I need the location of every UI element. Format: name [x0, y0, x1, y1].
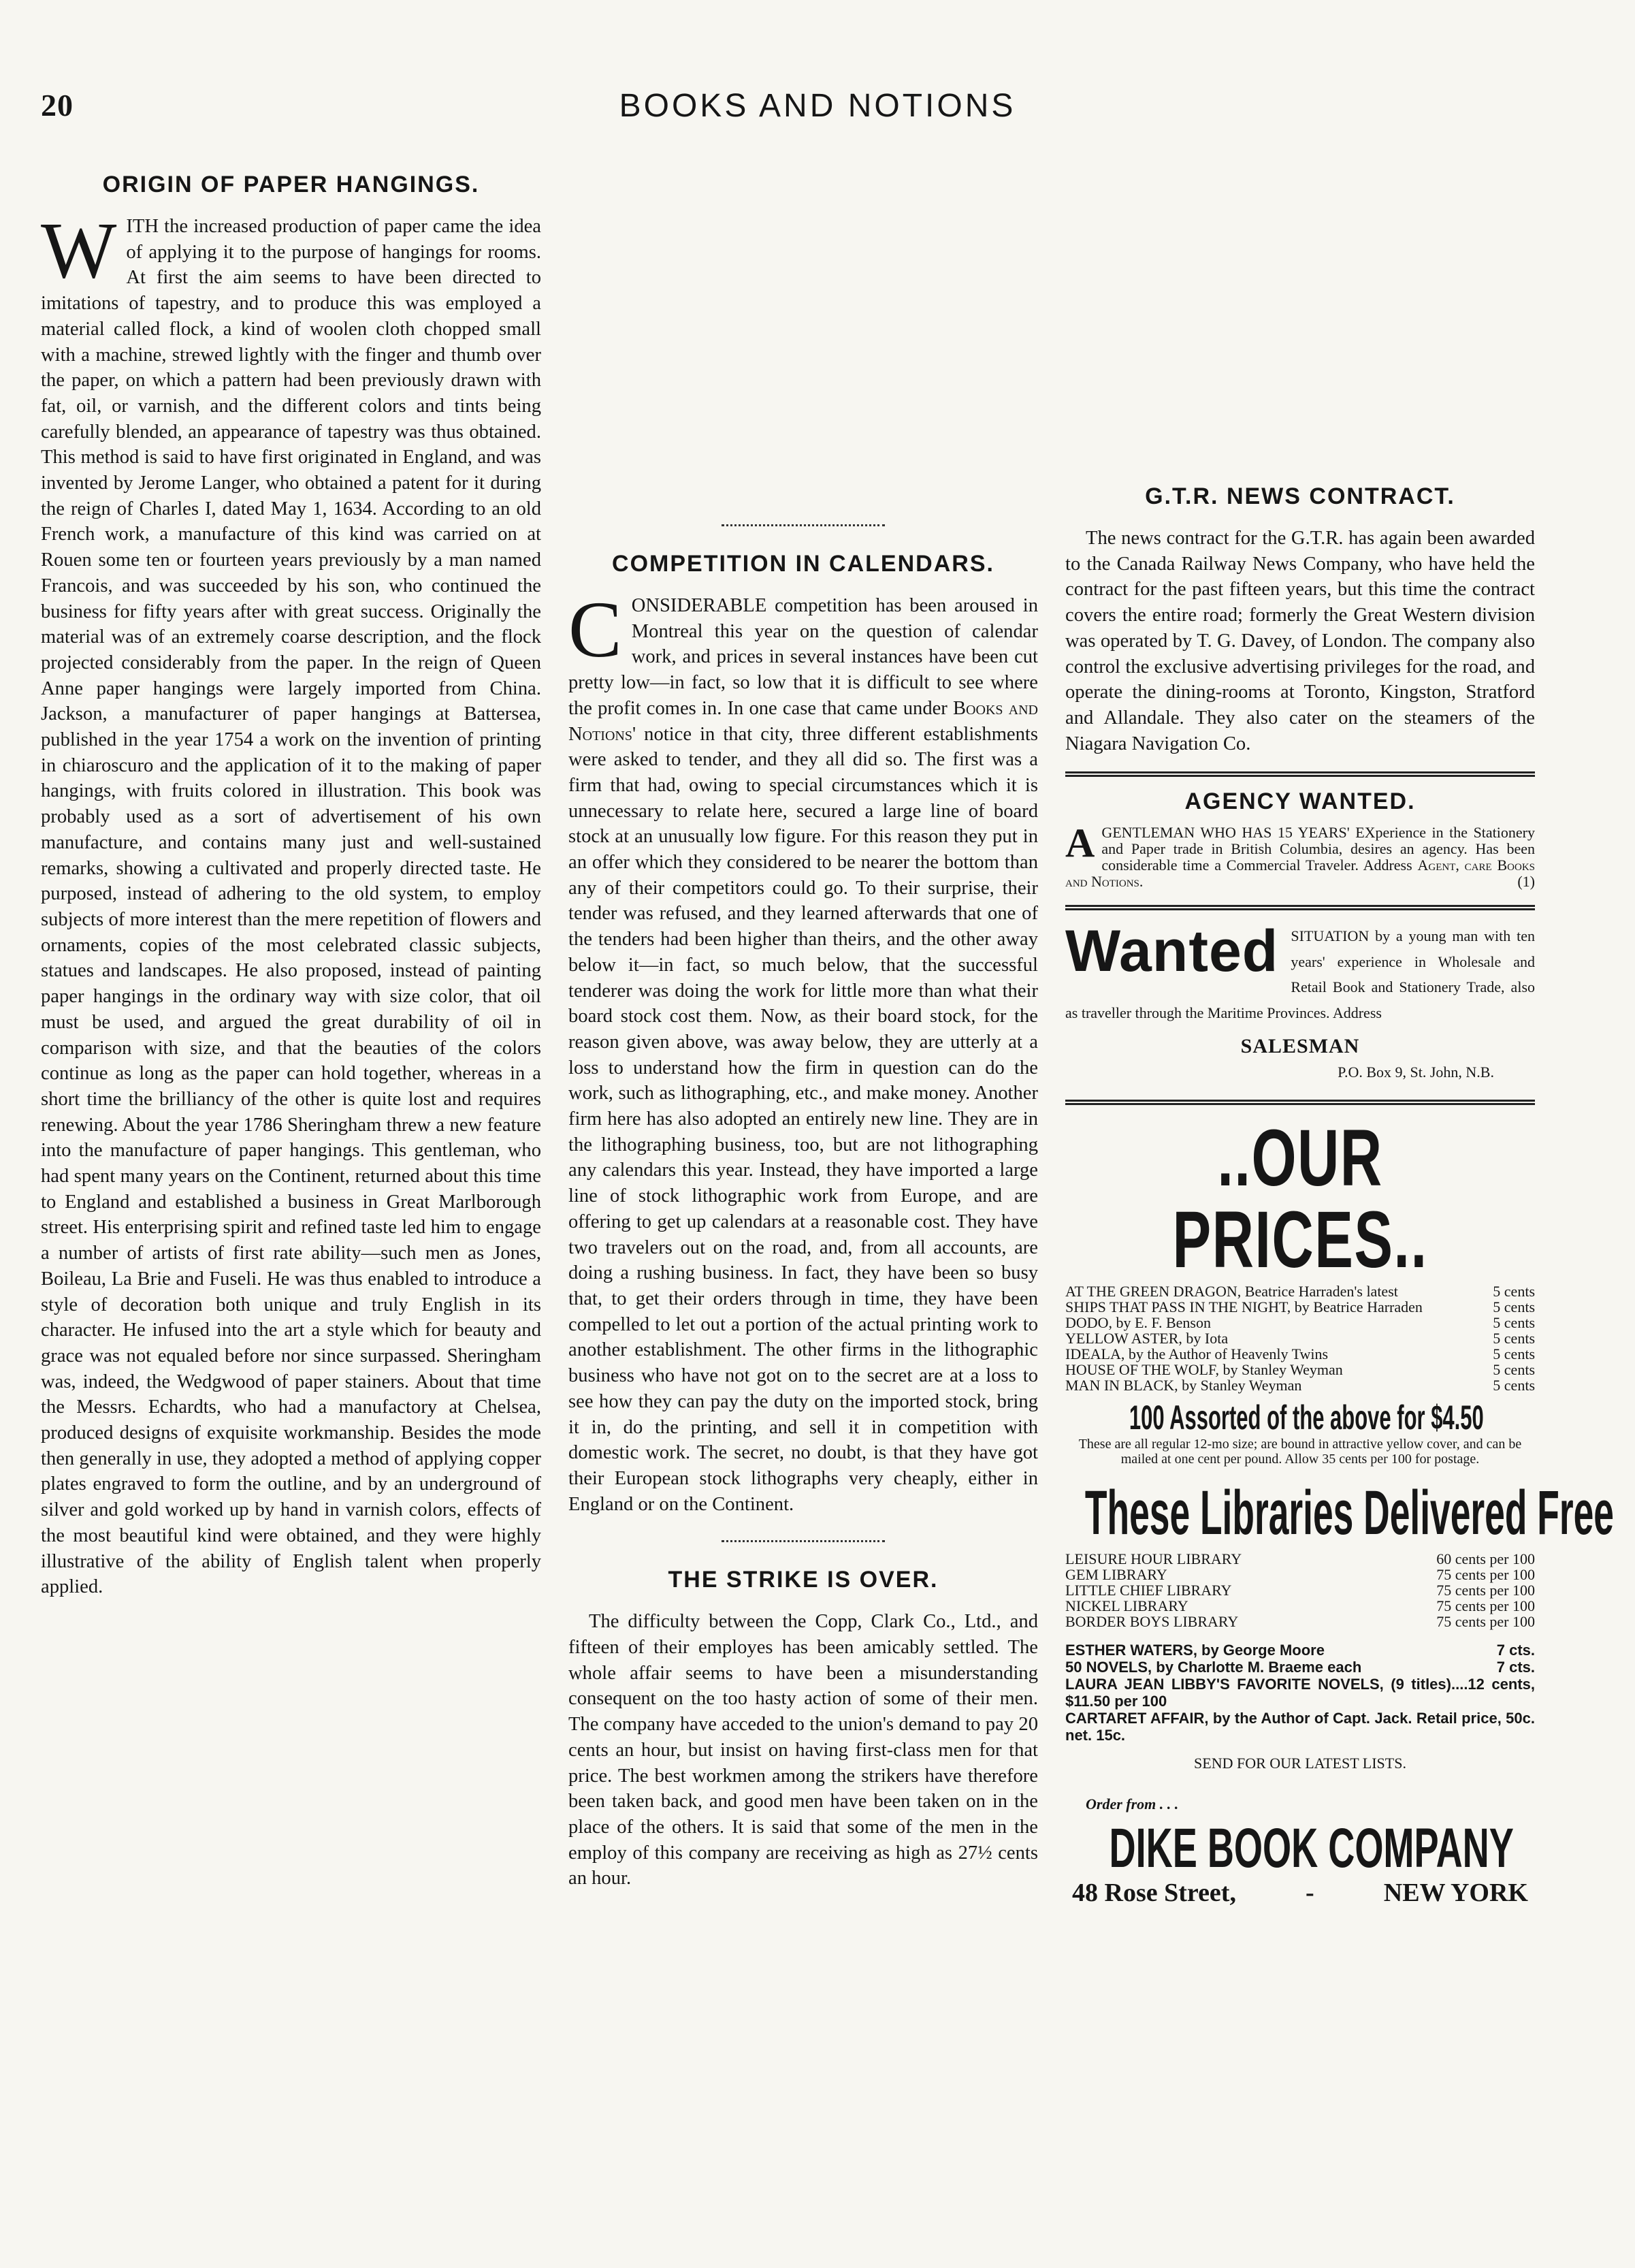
- assorted-promo: 100 Assorted of the above for $4.50: [1129, 1399, 1484, 1437]
- article-text: competition has been aroused in Montreal this year on the question of calendar work, and prices in several instances have been cut pretty low—in fact, so low that it is difficult to see where the profit comes in. In one case that came under: [568, 595, 1038, 719]
- wanted-ad: [1065, 919, 1535, 1025]
- book-row: [1065, 1346, 1535, 1362]
- ad-divider: [1065, 905, 1535, 910]
- book-row-title: IDEALA, by the Author of Heavenly Twins: [1065, 1345, 1329, 1363]
- special-offer-text: LAURA JEAN LIBBY'S FAVORITE NOVELS, (9 titles)....12 cents, $11.50 per 100: [1065, 1675, 1535, 1710]
- library-row-price: 75 cents per 100: [1436, 1565, 1535, 1583]
- library-row-title: NICKEL LIBRARY: [1065, 1597, 1188, 1614]
- library-price-list: [1065, 1551, 1535, 1629]
- library-row-price: 60 cents per 100: [1436, 1550, 1535, 1567]
- page-number: 20: [41, 88, 74, 123]
- libraries-headline: These Libraries Delivered Free: [1084, 1478, 1614, 1548]
- section-separator: [722, 524, 885, 526]
- book-row-title: YELLOW ASTER, by Iota: [1065, 1330, 1229, 1347]
- library-row-title: GEM LIBRARY: [1065, 1565, 1167, 1583]
- agency-ad-title: AGENCY WANTED.: [1184, 788, 1416, 815]
- special-offer-text: CARTARET AFFAIR, by the Author of Capt. Jack. Retail price, 50c. net. 15c.: [1065, 1709, 1535, 1744]
- section-separator: [722, 1540, 885, 1542]
- special-offers: [1065, 1642, 1535, 1744]
- article-text: ITH the increased production of paper came the idea of applying it to the purpose of hangings for rooms. At first the aim seems to have been directed to imitations of tapestry, and to produce this was employed a material called flock, a kind of woolen cloth chopped small with a machine, strewed lightly with the finger and thumb over the paper, on which a pattern had been previously drawn with fat, oil, or varnish, and the different colors and tints being carefully blended, an appearance of tapestry was thus obtained. This method is said to have first originated in England, and was invented by Jerome Langer, who obtained a patent for it during the reign of Charles I, dated May 1, 1634. According to an old French work, a manufacture of this kind was carried on at Rouen some ten or fourteen years previously by a man named Francois, and was succeeded by his son, who continued the business for fifty years after with great success. Originally the material was of an extremely coarse description, and the flock projected considerably from the paper. In the reign of Queen Anne paper hangings were largely imported from China. Jackson, a manufacturer of paper hangings at Battersea, published in the year 1754 a work on the invention of printing in chiaroscuro and the application of it to the making of paper hangings, with fruits colored in illustration. This book was probably used as a sort of advertisement of his own manufacture, and contains many just and well-sustained remarks, showing a cultivated and properly directed taste. He purposed, instead of adhering to the old system, to employ subjects of more interest than the mere repetition of flowers and ornaments, copies of the most celebrated classic subjects, statues and landscapes. He also proposed, instead of painting paper hangings in the ordinary way with size color, that oil must be used, and argued the great durability of oil in comparison with size, and that the beauties of the colors continue as long as the paper can hold together, whereas in a short time the brilliancy of the other is quite lost and requires renewing. About the year 1786 Sheringham threw a new feature into the manufacture of paper hangings. This gentleman, who had spent many years on the Continent, returned about this time to England and established a business in Great Marlborough street. His enterprising spirit and refined taste led him to engage a number of artists of first rate ability—such men as Jones, Boileau, La Brie and Fuseli. He was thus enabled to introduce a style of decoration both unique and truly English in its character. He infused into the art a style which for beauty and grace was not equaled before nor since surpassed. Sheringham was, indeed, the Wedgwood of paper stainers. About that time the Messrs. Echardts, who had a manufactory at Chelsea, produced designs of exquisite workmanship. Besides the mode then generally in use, they adopted a method of applying copper plates engraved to form the outline, and by an underground of silver and gold worked up by hand in varnish colors, effects of the most beautiful kind were obtained, and they were highly illustrative of the ability of English talent when properly applied.: [41, 216, 541, 1598]
- book-row: [1065, 1377, 1535, 1393]
- article-body-strike: The difficulty between the Copp, Clark Co., Ltd., and fifteen of their employes has been amicably settled. The whole affair seems to have been a misunderstanding consequent on the too hasty action of some of their men. The company have acceded to the union's demand to pay 20 cents an hour, but insist on having first-class men for that price. The best workmen among the strikers have therefore been taken back, and good men have been taken on in the place of the others. It is said that some of the men in the employ of this company are receiving as high as 27½ cents an hour.: [568, 1611, 1038, 1889]
- special-offer-price: 7 cts.: [1496, 1641, 1535, 1659]
- library-row-title: BORDER BOYS LIBRARY: [1065, 1612, 1239, 1630]
- article-body-paper-hangings: [41, 206, 541, 1600]
- publication-name: Books and Notions': [568, 697, 1038, 745]
- book-row-title: AT THE GREEN DRAGON, Beatrice Harraden's latest: [1065, 1283, 1398, 1300]
- library-row: [1065, 1551, 1535, 1567]
- library-row-price: 75 cents per 100: [1436, 1612, 1535, 1630]
- agency-ad-body: [1065, 820, 1535, 891]
- special-offer-text: ESTHER WATERS, by George Moore: [1065, 1641, 1325, 1659]
- agency-ad-code: (1): [1517, 873, 1535, 891]
- library-row-title: LEISURE HOUR LIBRARY: [1065, 1550, 1242, 1567]
- library-row-title: LITTLE CHIEF LIBRARY: [1065, 1581, 1232, 1599]
- article-text: notice in that city, three different establishments were asked to tender, and they all did so. The first was a firm that had, owing to special circumstances which it is unnecessary to relate here, secured a large line of board stock at an unusually low figure. For this reason they put in an offer which they considered to be nearer the bottom than any of their competitors could go. To their surprise, their tender was refused, and they learned afterwards that one of the tenders had been higher than theirs, and the other away below it—in fact, so much below, that the successful tenderer was doing the work for little more than what their board stock cost them. Now, as their board stock, for the reason given above, was away below, they are utterly at a loss to understand how the firm in question can do the work, such as lithographing, etc., and make money. Another firm here has also adopted an entirely new line. They are in the lithographing business, too, but are not lithographing any calendars this year. Instead, they have imported a large line of stock lithographic work from Europe, and are offering to get up calendars at a reasonable cost. They have two travelers out on the road, and, from all accounts, are doing a rushing business. In fact, they have been so busy that, to get their orders through in time, they have been compelled to let out a portion of the actual printing work to another establishment. The other firms in the lithographic business who have not got on to the secret are at a loss to see how they can pay the duty on the imported stock, bring it in, do the printing, and sell it in competition with domestic work. The secret, no doubt, is that they have got their European stock lithographs very cheaply, either in England or on the Continent.: [568, 723, 1038, 1515]
- street: 48 Rose Street,: [1072, 1879, 1236, 1908]
- dropcap: W: [41, 206, 117, 295]
- book-row: [1065, 1362, 1535, 1377]
- ad-divider: [1065, 1100, 1535, 1105]
- column-2: [568, 170, 1038, 2241]
- dropcap: C: [568, 585, 622, 674]
- city: NEW YORK: [1383, 1879, 1528, 1908]
- book-row-price: 5 cents: [1493, 1361, 1535, 1379]
- library-row-price: 75 cents per 100: [1436, 1581, 1535, 1599]
- wanted-ad-text: SITUATION by a young man with ten years' experience in Wholesale and Retail Book and Stationery Trade, also as traveller through the Maritime Provinces. Address: [1065, 927, 1535, 1022]
- special-offer-row: [1065, 1710, 1535, 1744]
- book-row-price: 5 cents: [1493, 1330, 1535, 1347]
- running-head: BOOKS AND NOTIONS: [619, 88, 1016, 124]
- agency-ad-address: Agent, care Books and Notions.: [1065, 857, 1535, 891]
- book-row: [1065, 1330, 1535, 1346]
- column-3: [1065, 170, 1614, 2241]
- company-name: DIKE BOOK COMPANY: [1109, 1817, 1514, 1880]
- send-for-lists: SEND FOR OUR LATEST LISTS.: [1194, 1754, 1406, 1772]
- special-offer-row: [1065, 1642, 1535, 1659]
- agency-ad-text: GENTLEMAN WHO HAS 15 YEARS' EXperience in the Stationery and Paper trade in British Columbia, desires an agency. Has been considerable time a Commercial Traveler. Address: [1101, 824, 1535, 874]
- strike-continuation-space: [1065, 170, 1535, 482]
- book-row: [1065, 1283, 1535, 1299]
- special-offer-row: [1065, 1659, 1535, 1676]
- library-row: [1065, 1614, 1535, 1629]
- book-row: [1065, 1299, 1535, 1315]
- lead-word: ONSIDERABLE: [631, 595, 767, 616]
- book-price-list: [1065, 1283, 1535, 1393]
- book-row: [1065, 1315, 1535, 1330]
- library-row: [1065, 1567, 1535, 1582]
- book-row-title: HOUSE OF THE WOLF, by Stanley Weyman: [1065, 1361, 1343, 1379]
- article-title-paper-hangings: ORIGIN OF PAPER HANGINGS.: [102, 172, 480, 197]
- ad-divider: [1065, 771, 1535, 777]
- address-dash: -: [1306, 1879, 1314, 1908]
- book-row-title: SHIPS THAT PASS IN THE NIGHT, by Beatrice Harraden: [1065, 1298, 1423, 1316]
- library-row: [1065, 1598, 1535, 1614]
- book-row-price: 5 cents: [1493, 1377, 1535, 1394]
- company-address: [1065, 1881, 1535, 1906]
- article-body-calendars: [568, 585, 1038, 1517]
- book-row-price: 5 cents: [1493, 1314, 1535, 1332]
- column-1: [41, 170, 541, 2241]
- special-offer-text: 50 NOVELS, by Charlotte M. Braeme each: [1065, 1658, 1362, 1676]
- library-row: [1065, 1582, 1535, 1598]
- book-row-price: 5 cents: [1493, 1298, 1535, 1316]
- book-row-title: DODO, by E. F. Benson: [1065, 1314, 1211, 1332]
- special-offer-price: 7 cts.: [1496, 1658, 1535, 1676]
- article-title-strike: THE STRIKE IS OVER.: [668, 1567, 939, 1593]
- order-from: Order from . . .: [1086, 1795, 1179, 1812]
- wanted-ad-name: SALESMAN: [1240, 1034, 1360, 1057]
- wanted-headline: Wanted: [1065, 919, 1279, 985]
- promo-note: These are all regular 12-mo size; are bound in attractive yellow cover, and can be mailed at one cent per pound. Allow 35 cents per 100 for postage.: [1078, 1436, 1522, 1467]
- article-title-calendars: COMPETITION IN CALENDARS.: [612, 551, 994, 577]
- dropcap: A: [1065, 820, 1095, 866]
- book-row-price: 5 cents: [1493, 1283, 1535, 1300]
- article-title-gtr: G.T.R. NEWS CONTRACT.: [1145, 483, 1455, 509]
- book-row-title: MAN IN BLACK, by Stanley Weyman: [1065, 1377, 1302, 1394]
- article-body-gtr: The news contract for the G.T.R. has again been awarded to the Canada Railway News Company, who have held the contract for the past fifteen years, but this time the contract covers the entire road; formerly the Great Western division was operated by T. G. Davey, of London. The company also control the exclusive advertising privileges for the road, and operate the dining-rooms at Toronto, Kingston, Stratford and Allandale. They also cater on the steamers of the Niagara Navigation Co.: [1065, 528, 1535, 754]
- wanted-ad-address: P.O. Box 9, St. John, N.B.: [1338, 1063, 1494, 1081]
- book-row-price: 5 cents: [1493, 1345, 1535, 1363]
- our-prices-headline: ..OUR PRICES..: [1172, 1113, 1428, 1285]
- special-offer-row: [1065, 1676, 1535, 1710]
- library-row-price: 75 cents per 100: [1436, 1597, 1535, 1614]
